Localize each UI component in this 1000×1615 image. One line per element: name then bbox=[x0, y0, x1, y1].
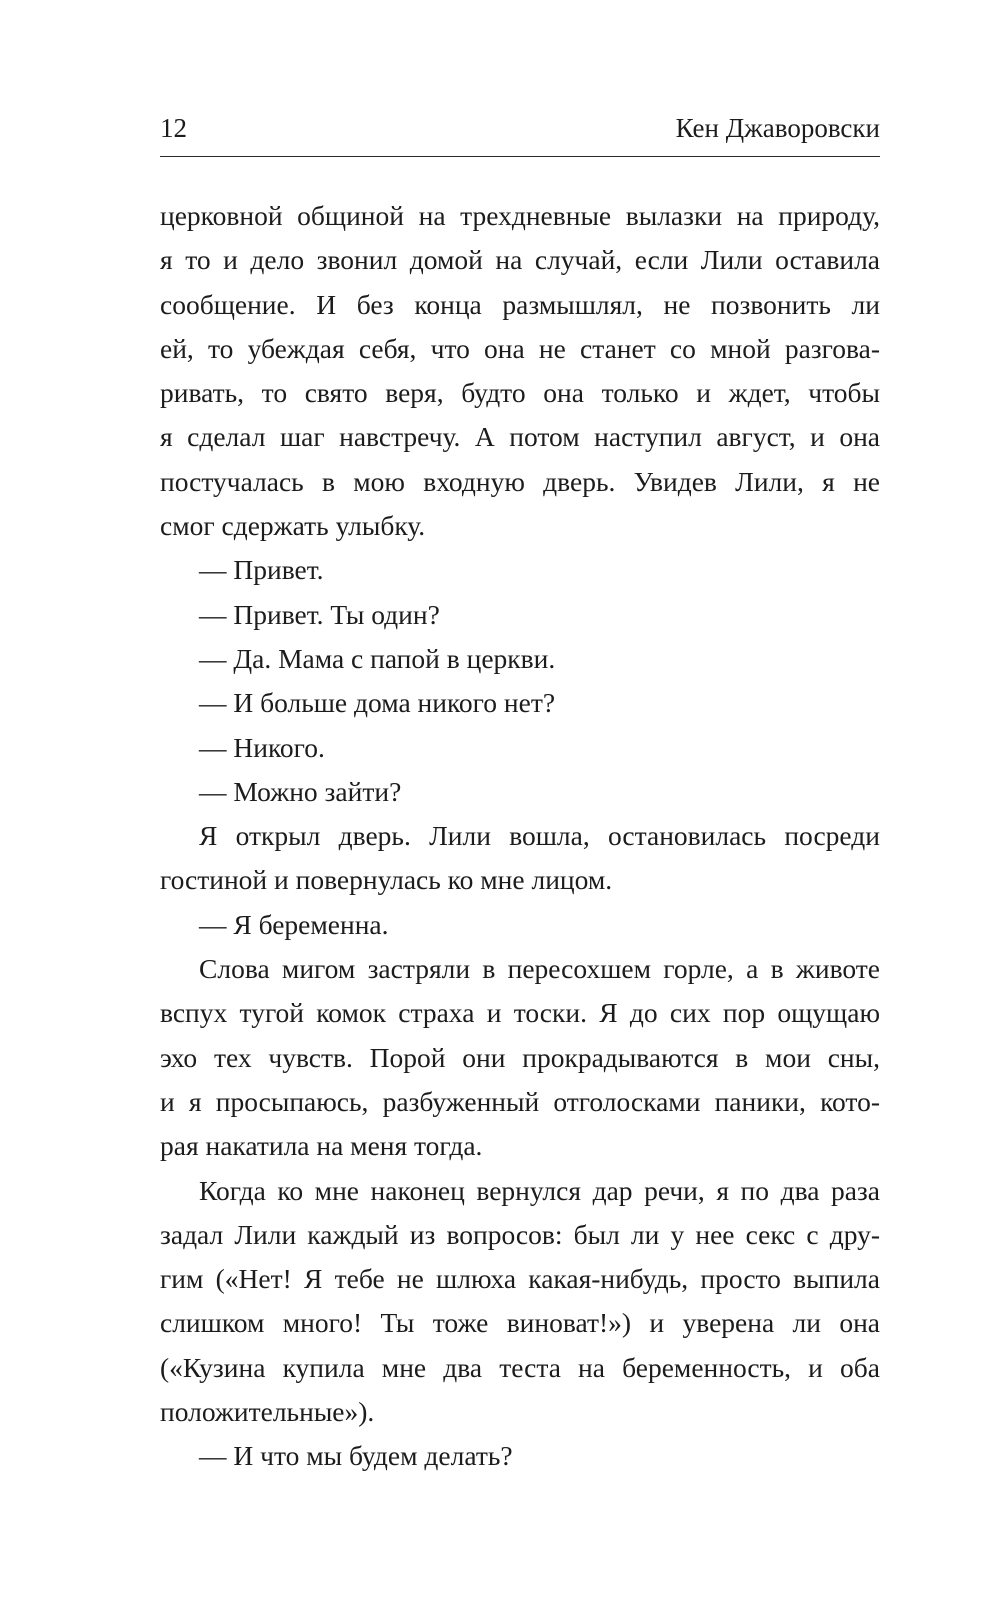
text-line: — И что мы будем делать? bbox=[199, 1440, 513, 1472]
page-number: 12 bbox=[160, 113, 187, 143]
text-line: — Да. Мама с папой в церкви. bbox=[199, 642, 556, 674]
text-line: — Я беременна. bbox=[199, 908, 389, 940]
text-line: вспух тугой комок страха и тоски. Я до сих пор ощущаю bbox=[160, 997, 880, 1029]
running-title: Кен Джаворовски bbox=[675, 113, 880, 143]
text-line: Когда ко мне наконец вернулся дар речи, я по два раза bbox=[199, 1174, 880, 1206]
text-line: смог сдержать улыбку. bbox=[160, 510, 426, 542]
text-line: сообщение. И без конца размышлял, не позвонить ли bbox=[160, 288, 880, 320]
text-line: эхо тех чувств. Порой они прокрадываются в мои сны, bbox=[160, 1041, 880, 1073]
text-line: постучалась в мою входную дверь. Увидев Лили, я не bbox=[160, 465, 880, 497]
text-line: — Можно зайти? bbox=[199, 775, 402, 807]
text-line: — И больше дома никого нет? bbox=[199, 687, 556, 719]
text-line: я то и дело звонил домой на случай, если Лили оставила bbox=[160, 244, 880, 276]
body-text bbox=[160, 194, 880, 1479]
text-line: слишком много! Ты тоже виноват!») и уверена ли она bbox=[160, 1307, 880, 1339]
text-line: — Привет. bbox=[199, 554, 324, 586]
text-line: («Кузина купила мне два теста на беременность, и оба bbox=[160, 1351, 880, 1383]
text-line: ривать, то свято веря, будто она только и ждет, чтобы bbox=[160, 377, 880, 409]
text-line: гим («Нет! Я тебе не шлюха какая-нибудь, просто выпила bbox=[160, 1263, 880, 1295]
text-line: Я открыл дверь. Лили вошла, остановилась посреди bbox=[199, 820, 880, 852]
text-line: рая накатила на меня тогда. bbox=[160, 1130, 483, 1162]
text-line: Слова мигом застряли в пересохшем горле, а в животе bbox=[199, 953, 880, 985]
text-line: задал Лили каждый из вопросов: был ли у нее секс с дру- bbox=[160, 1218, 880, 1250]
text-line: ей, то убеждая себя, что она не станет со мной разгова- bbox=[160, 332, 880, 364]
page-header bbox=[160, 112, 880, 157]
text-line: положительные»). bbox=[160, 1396, 375, 1428]
text-line: я сделал шаг навстречу. А потом наступил август, и она bbox=[160, 421, 880, 453]
text-line: гостиной и повернулась ко мне лицом. bbox=[160, 864, 613, 896]
text-line: церковной общиной на трехдневные вылазки на природу, bbox=[160, 200, 880, 231]
text-line: — Привет. Ты один? bbox=[199, 598, 440, 630]
text-line: и я просыпаюсь, разбуженный отголосками паники, кото- bbox=[160, 1085, 880, 1117]
text-line: — Никого. bbox=[199, 731, 325, 763]
